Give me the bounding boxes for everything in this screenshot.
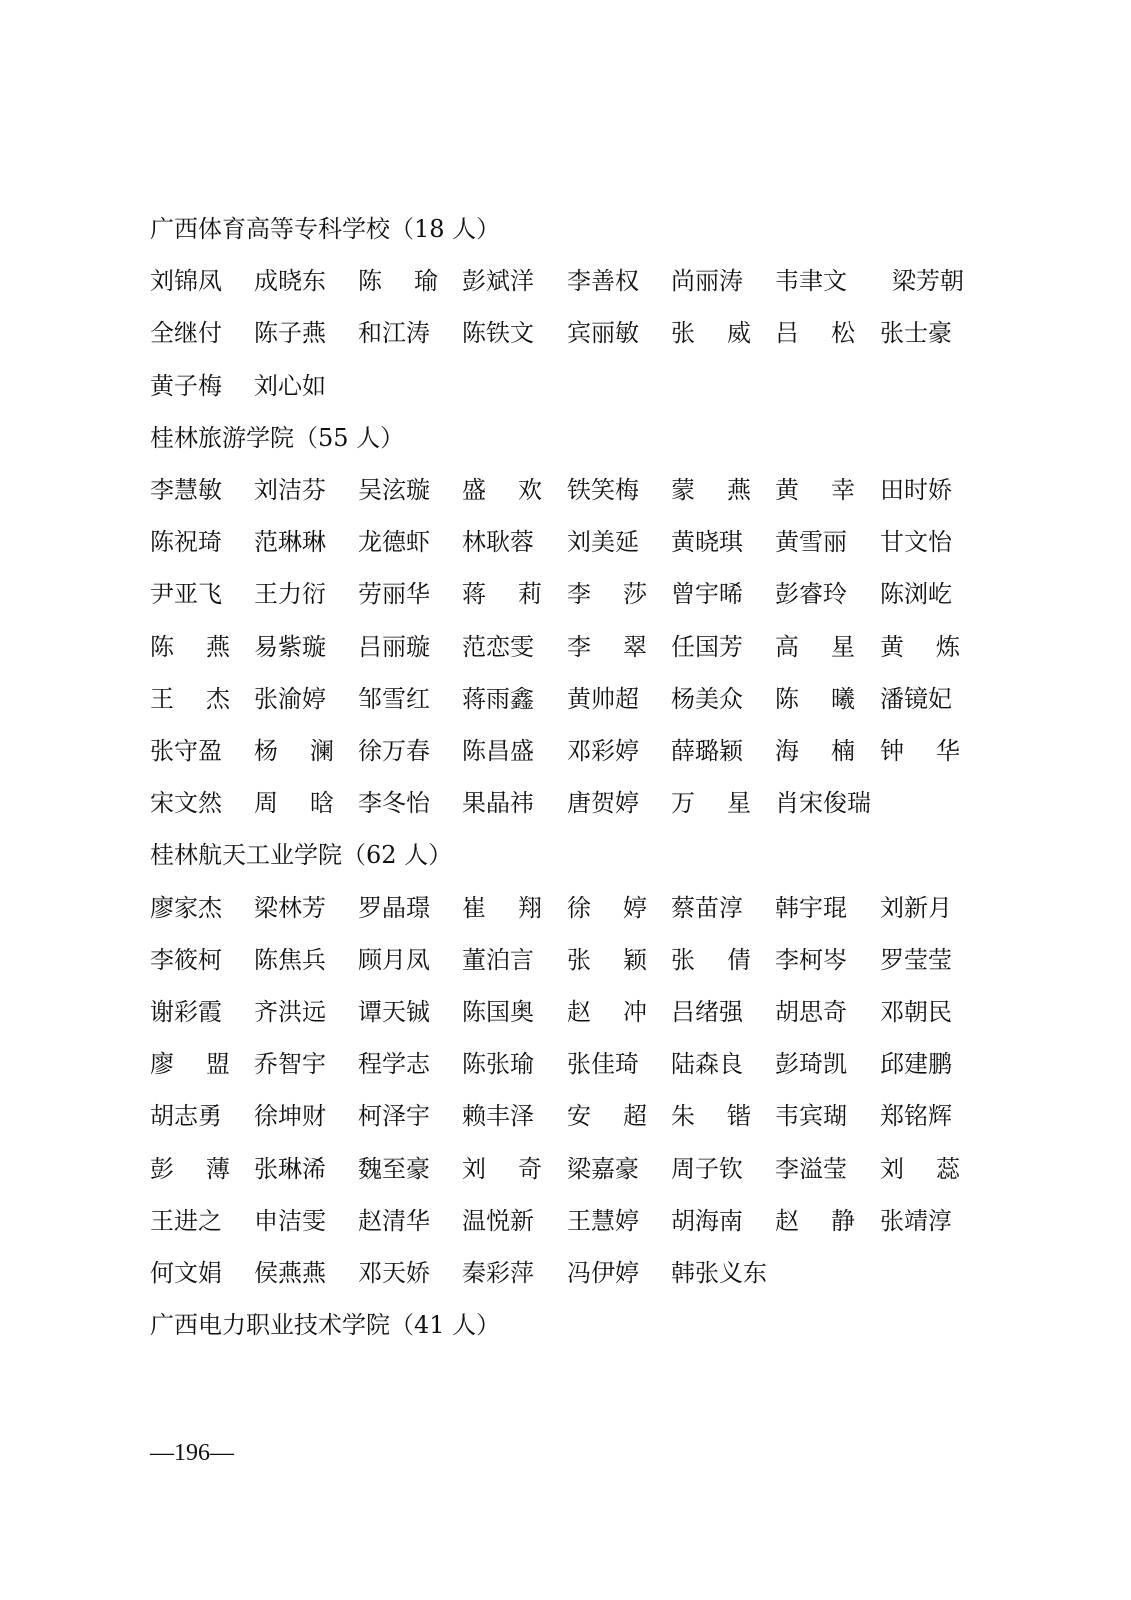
person-name: 刘美延 <box>567 528 639 557</box>
person-name: 张 威 <box>671 319 751 348</box>
name-row <box>0 525 1131 559</box>
person-name: 范恋雯 <box>462 632 534 661</box>
person-name: 邓天娇 <box>358 1259 430 1287</box>
person-name: 盛 欢 <box>462 476 542 504</box>
person-name: 张渝婷 <box>254 684 326 713</box>
person-name: 劳丽华 <box>358 580 430 609</box>
person-name: 李柯岑 <box>775 945 847 974</box>
person-name: 邱建鹏 <box>880 1050 952 1079</box>
person-name: 和江涛 <box>358 319 430 348</box>
person-name: 尹亚飞 <box>150 580 222 609</box>
person-name: 顾月凤 <box>358 945 430 974</box>
person-name: 安 超 <box>567 1102 647 1131</box>
person-name: 蔡苗淳 <box>671 893 743 922</box>
person-name: 吕丽璇 <box>358 632 430 661</box>
person-name: 梁林芳 <box>254 893 326 922</box>
section-title: 广西电力职业技术学院（41 人） <box>150 1311 501 1340</box>
person-name: 刘 蕊 <box>880 1154 960 1183</box>
person-name: 秦彩萍 <box>462 1259 534 1287</box>
person-name: 吴泫璇 <box>358 476 430 504</box>
person-name: 廖家杰 <box>150 893 222 922</box>
person-name: 潘镜妃 <box>880 684 952 713</box>
name-row <box>0 473 1131 507</box>
person-name: 韦聿文 <box>775 267 847 296</box>
person-name: 吕 松 <box>775 319 855 348</box>
name-row <box>0 995 1131 1029</box>
person-name: 蒋雨鑫 <box>462 684 534 713</box>
person-name: 徐坤财 <box>254 1102 326 1131</box>
person-name: 廖 盟 <box>150 1050 230 1079</box>
person-name: 任国芳 <box>671 632 743 661</box>
section-title: 桂林航天工业学院（62 人） <box>150 841 453 870</box>
person-name: 宾丽敏 <box>567 319 639 348</box>
person-name: 韩宇琨 <box>775 893 847 922</box>
name-row <box>0 264 1131 298</box>
person-name: 申洁雯 <box>254 1206 326 1235</box>
person-name: 周子钦 <box>671 1154 743 1183</box>
name-row <box>0 316 1131 350</box>
person-name: 李溢莹 <box>775 1154 847 1183</box>
person-name: 杨 澜 <box>254 737 334 765</box>
person-name: 李善权 <box>567 267 639 296</box>
person-name: 李 莎 <box>567 580 647 609</box>
name-row <box>0 1047 1131 1081</box>
person-name: 邓朝民 <box>880 998 952 1026</box>
person-name: 黄帅超 <box>567 684 639 713</box>
person-name: 陈国奥 <box>462 998 534 1026</box>
person-name: 赵 静 <box>775 1206 855 1235</box>
person-name: 梁芳朝 <box>892 267 964 296</box>
person-name: 黄子梅 <box>150 371 222 400</box>
name-row <box>0 1204 1131 1238</box>
person-name: 蒙 燕 <box>671 476 751 504</box>
person-name: 彭 薄 <box>150 1154 230 1183</box>
person-name: 陈 瑜 <box>358 267 438 296</box>
person-name: 李筱柯 <box>150 945 222 974</box>
person-name: 吕绪强 <box>671 998 743 1026</box>
person-name: 魏至豪 <box>358 1154 430 1183</box>
person-name: 陈昌盛 <box>462 737 534 765</box>
person-name: 陈焦兵 <box>254 945 326 974</box>
person-name: 全继付 <box>150 319 222 348</box>
person-name: 陈铁文 <box>462 319 534 348</box>
person-name: 黄 幸 <box>775 476 855 504</box>
person-name: 刘心如 <box>254 371 326 400</box>
person-name: 陆森良 <box>671 1050 743 1079</box>
person-name: 彭琦凯 <box>775 1050 847 1079</box>
person-name: 海 楠 <box>775 737 855 765</box>
person-name: 齐洪远 <box>254 998 326 1026</box>
person-name: 肖宋俊瑞 <box>775 789 871 818</box>
person-name: 赵清华 <box>358 1206 430 1235</box>
person-name: 赖丰泽 <box>462 1102 534 1131</box>
person-name: 胡思奇 <box>775 998 847 1026</box>
person-name: 张士豪 <box>880 319 952 348</box>
name-row <box>0 734 1131 768</box>
person-name: 张佳琦 <box>567 1050 639 1079</box>
person-name: 陈张瑜 <box>462 1050 534 1079</box>
person-name: 程学志 <box>358 1050 430 1079</box>
person-name: 乔智宇 <box>254 1050 326 1079</box>
person-name: 韦宾瑚 <box>775 1102 847 1131</box>
person-name: 何文娟 <box>150 1259 222 1287</box>
name-row <box>0 786 1131 820</box>
person-name: 谢彩霞 <box>150 998 222 1026</box>
name-row <box>0 682 1131 716</box>
person-name: 张琳浠 <box>254 1154 326 1183</box>
person-name: 刘洁芬 <box>254 476 326 504</box>
person-name: 田时娇 <box>880 476 952 504</box>
person-name: 张守盈 <box>150 737 222 765</box>
person-name: 黄雪丽 <box>775 528 847 557</box>
name-row <box>0 943 1131 977</box>
person-name: 果晶祎 <box>462 789 534 818</box>
person-name: 李慧敏 <box>150 476 222 504</box>
person-name: 王慧婷 <box>567 1206 639 1235</box>
person-name: 成晓东 <box>254 267 326 296</box>
person-name: 梁嘉豪 <box>567 1154 639 1183</box>
person-name: 唐贺婷 <box>567 789 639 818</box>
name-row <box>0 630 1131 664</box>
person-name: 蒋 莉 <box>462 580 542 609</box>
person-name: 彭斌洋 <box>462 267 534 296</box>
person-name: 林耿蓉 <box>462 528 534 557</box>
person-name: 郑铭辉 <box>880 1102 952 1131</box>
page-number: —196— <box>150 1440 234 1466</box>
person-name: 周 晗 <box>254 789 334 818</box>
name-row <box>0 891 1131 925</box>
person-name: 刘新月 <box>880 893 952 922</box>
person-name: 宋文然 <box>150 789 222 818</box>
name-row <box>0 369 1131 403</box>
person-name: 尚丽涛 <box>671 267 743 296</box>
person-name: 薛璐颖 <box>671 737 743 765</box>
person-name: 徐万春 <box>358 737 430 765</box>
person-name: 李冬怡 <box>358 789 430 818</box>
person-name: 黄 炼 <box>880 632 960 661</box>
section-title: 桂林旅游学院（55 人） <box>150 423 405 452</box>
person-name: 冯伊婷 <box>567 1259 639 1287</box>
person-name: 王力衍 <box>254 580 326 609</box>
person-name: 张 倩 <box>671 945 751 974</box>
person-name: 张靖淳 <box>880 1206 952 1235</box>
person-name: 张 颖 <box>567 945 647 974</box>
person-name: 甘文怡 <box>880 528 952 557</box>
person-name: 朱 锴 <box>671 1102 751 1131</box>
name-row <box>0 1099 1131 1133</box>
person-name: 胡海南 <box>671 1206 743 1235</box>
person-name: 高 星 <box>775 632 855 661</box>
person-name: 曾宇晞 <box>671 580 743 609</box>
person-name: 柯泽宇 <box>358 1102 430 1131</box>
person-name: 罗晶璟 <box>358 893 430 922</box>
person-name: 陈 曦 <box>775 684 855 713</box>
name-row <box>0 577 1131 611</box>
person-name: 陈子燕 <box>254 319 326 348</box>
person-name: 易紫璇 <box>254 632 326 661</box>
person-name: 铁笑梅 <box>567 476 639 504</box>
person-name: 刘 奇 <box>462 1154 542 1183</box>
person-name: 钟 华 <box>880 737 960 765</box>
person-name: 侯燕燕 <box>254 1259 326 1287</box>
person-name: 韩张义东 <box>671 1259 767 1287</box>
person-name: 万 星 <box>671 789 751 818</box>
person-name: 胡志勇 <box>150 1102 222 1131</box>
person-name: 王 杰 <box>150 684 230 713</box>
person-name: 陈 燕 <box>150 632 230 661</box>
person-name: 崔 翔 <box>462 893 542 922</box>
name-row <box>0 1256 1131 1290</box>
person-name: 邓彩婷 <box>567 737 639 765</box>
person-name: 董泊言 <box>462 945 534 974</box>
person-name: 陈浏屹 <box>880 580 952 609</box>
person-name: 李 翠 <box>567 632 647 661</box>
person-name: 谭天铖 <box>358 998 430 1026</box>
person-name: 赵 冲 <box>567 998 647 1026</box>
person-name: 龙德虾 <box>358 528 430 557</box>
person-name: 黄晓琪 <box>671 528 743 557</box>
name-row <box>0 1152 1131 1186</box>
section-title: 广西体育高等专科学校（18 人） <box>150 215 501 243</box>
person-name: 刘锦凤 <box>150 267 222 296</box>
person-name: 徐 婷 <box>567 893 647 922</box>
person-name: 杨美众 <box>671 684 743 713</box>
person-name: 范琳琳 <box>254 528 326 557</box>
person-name: 邹雪红 <box>358 684 430 713</box>
person-name: 王进之 <box>150 1206 222 1235</box>
person-name: 温悦新 <box>462 1206 534 1235</box>
person-name: 陈祝琦 <box>150 528 222 557</box>
person-name: 罗莹莹 <box>880 945 952 974</box>
person-name: 彭睿玲 <box>775 580 847 609</box>
